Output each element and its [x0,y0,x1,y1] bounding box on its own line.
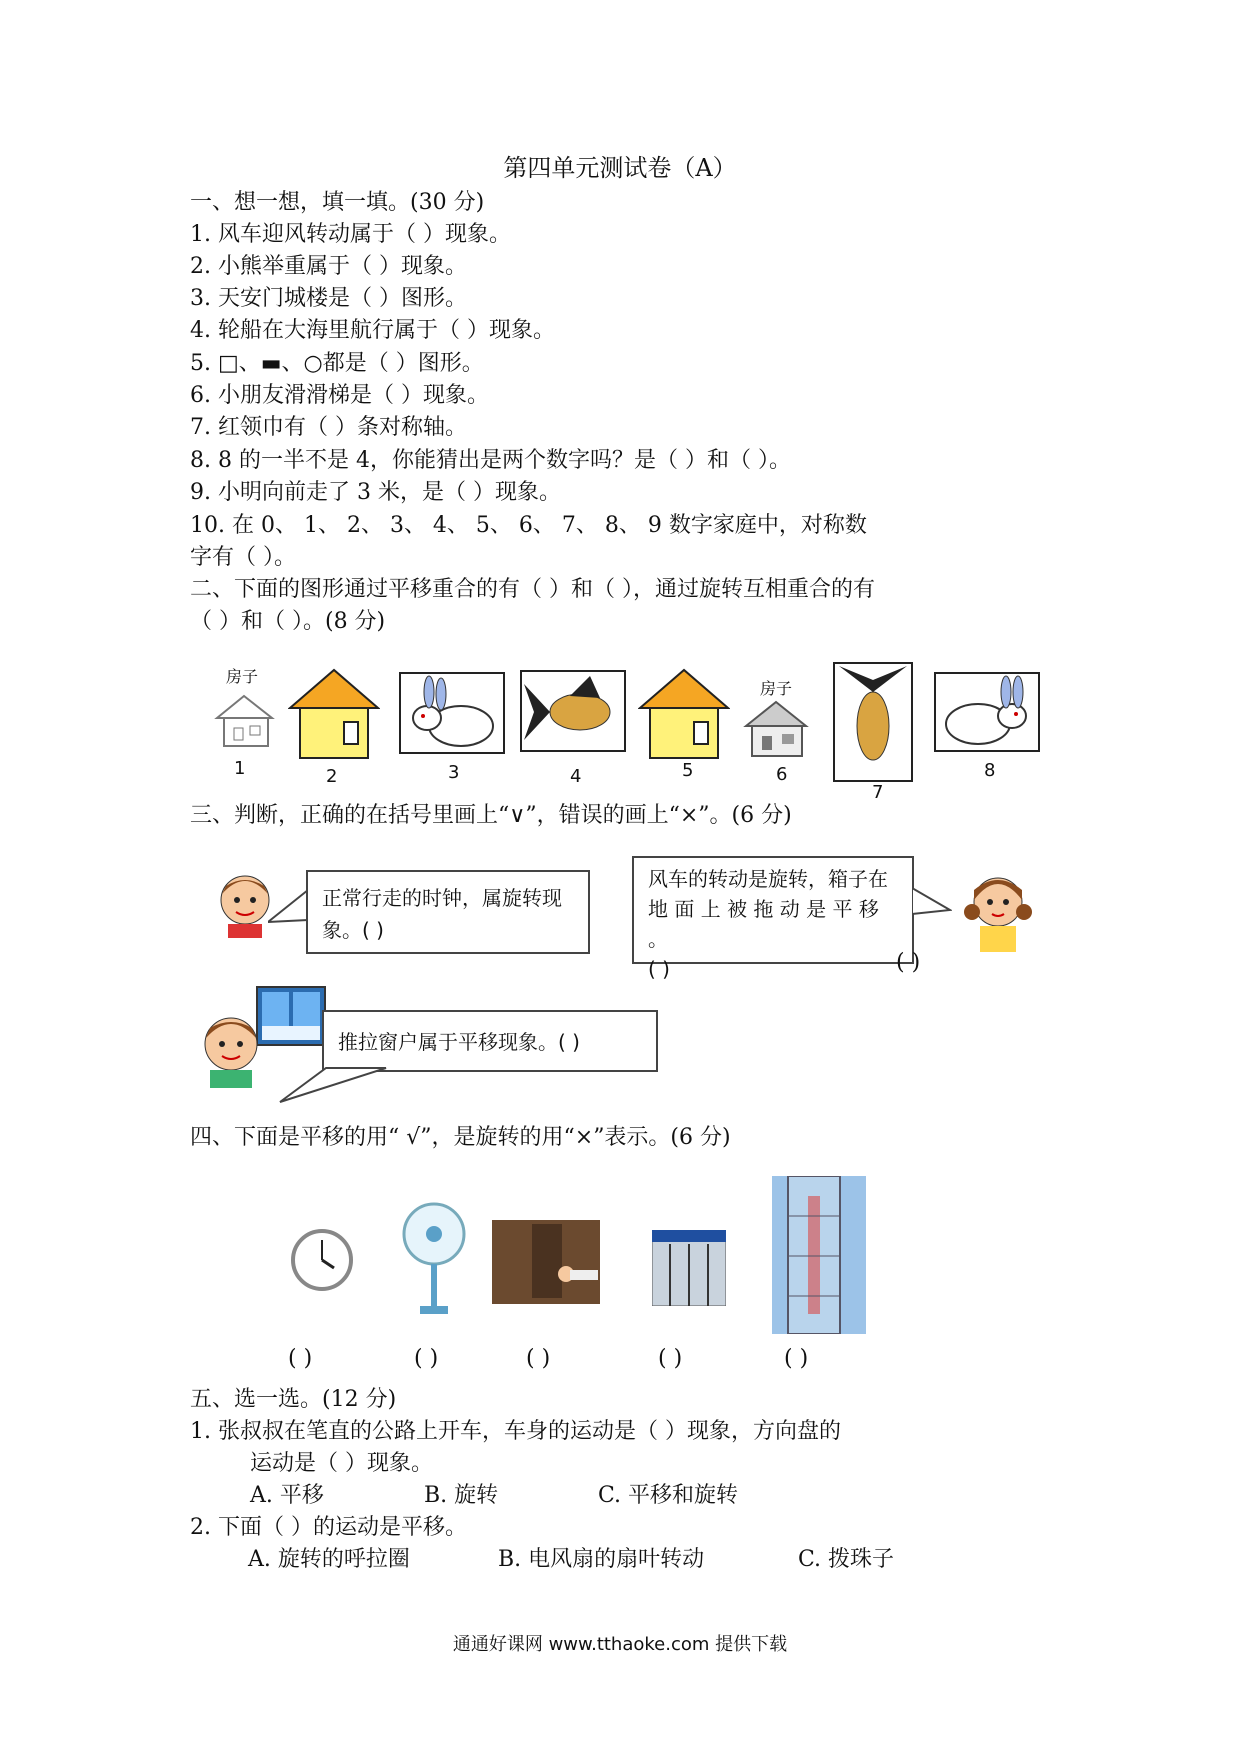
bubble-text: 风车的转动是旋转，箱子在 [648,867,888,891]
elevator-icon [772,1176,866,1334]
q1-option-c: C. 平移和旋转 [598,1483,739,1508]
answer-blank: ( ) [414,1346,439,1371]
window-icon [256,986,326,1046]
answer-blank: ( ) [658,1346,683,1371]
q2-line: 2. 下面（ ）的运动是平移。 [190,1515,467,1540]
footer-source: 通通好课网 www.tthaoke.com 提供下载 [452,1634,788,1655]
question-8: 8. 8 的一半不是 4，你能猜出是两个数字吗？是（ ）和（ ）。 [190,448,791,473]
q2-option-b: B. 电风扇的扇叶转动 [498,1547,705,1572]
drawer-icon [492,1220,600,1304]
rabbit-icon-3 [399,672,505,754]
revolving-door-icon [652,1230,726,1306]
q1-line2: 运动是（ ）现象。 [250,1451,433,1476]
page-title: 第四单元测试卷（A） [503,154,737,182]
bubble-text: 象。( ) [322,918,384,942]
rabbit-icon-8 [934,672,1040,752]
question-10: 10. 在 0、 1、 2、 3、 4、 5、 6、 7、 8、 9 数字家庭中，对称数 [190,513,867,538]
section3-heading: 三、判断，正确的在括号里画上“∨”，错误的画上“×”。(6 分) [190,803,792,828]
figure-number: 3 [448,762,460,783]
figure-number: 2 [326,766,338,787]
section5-heading: 五、选一选。(12 分) [190,1387,397,1412]
question-1: 1. 风车迎风转动属于（ ）现象。 [190,222,511,247]
speech-bubble-windmill [632,856,914,981]
answer-blank: ( ) [288,1346,313,1371]
question-2: 2. 小熊举重属于（ ）现象。 [190,254,467,279]
figure-number: 6 [776,764,788,785]
fish-icon-7 [833,662,913,782]
fan-icon [402,1200,466,1320]
house-sketch-icon-6 [742,698,810,760]
figure-number: 7 [872,782,884,803]
answer-blank: ( ) [896,950,921,975]
house-icon-5 [638,668,730,760]
question-6: 6. 小朋友滑滑梯是（ ）现象。 [190,383,489,408]
speech-bubble-clock [306,870,590,954]
section1-heading: 一、想一想，填一填。(30 分) [190,190,485,215]
speech-bubble-window: 推拉窗户属于平移现象。( ) [322,1010,658,1072]
figure-number: 4 [570,766,582,787]
boy-icon [196,1010,266,1090]
q2-option-c: C. 拨珠子 [798,1547,895,1572]
speech-tail [268,880,308,940]
figure-number: 8 [984,760,996,781]
question-5: 5. □、▬、○都是（ ）图形。 [190,351,484,376]
q2-option-a: A. 旋转的呼拉圈 [248,1547,410,1572]
bubble-text: 地 面 上 被 拖 动 是 平 移 。 [648,897,879,951]
figure-number: 1 [234,758,246,779]
question-7: 7. 红领巾有（ ）条对称轴。 [190,415,467,440]
bubble-text: 正常行走的时钟，属旋转现 [322,886,562,910]
house-label-6: 房子 [760,679,793,698]
q1-option-a: A. 平移 [250,1483,324,1508]
house-icon-2 [288,668,380,760]
fish-icon-4 [520,670,626,752]
girl-icon [962,866,1034,954]
question-3: 3. 天安门城楼是（ ）图形。 [190,286,467,311]
section2-line2: （ ）和（ ）。(8 分) [190,609,386,634]
answer-blank: ( ) [526,1346,551,1371]
clock-icon [290,1228,354,1292]
house-label-1: 房子 [226,667,259,686]
q1-option-b: B. 旋转 [424,1483,499,1508]
figure-number: 5 [682,760,694,781]
section2-line1: 二、下面的图形通过平移重合的有（ ）和（ ），通过旋转互相重合的有 [190,577,875,602]
question-4: 4. 轮船在大海里航行属于（ ）现象。 [190,318,555,343]
house-sketch-icon-1 [212,690,277,750]
question-9: 9. 小明向前走了 3 米，是（ ）现象。 [190,480,561,505]
bubble-text: ( ) [648,957,670,981]
speech-tail [276,1066,396,1106]
question-10-cont: 字有（ ）。 [190,545,296,570]
speech-tail [912,884,952,934]
q1-line1: 1. 张叔叔在笔直的公路上开车，车身的运动是（ ）现象，方向盘的 [190,1419,841,1444]
section4-heading: 四、下面是平移的用“ √”，是旋转的用“×”表示。(6 分) [190,1125,731,1150]
answer-blank: ( ) [784,1346,809,1371]
